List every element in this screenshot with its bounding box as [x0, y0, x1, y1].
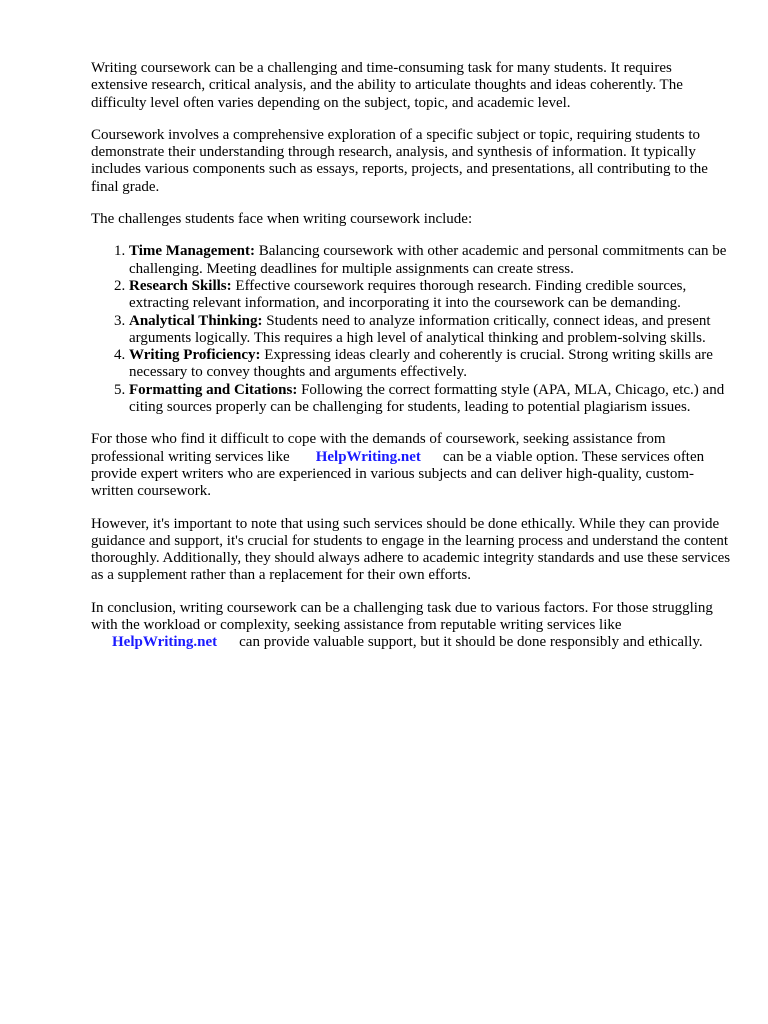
- list-item: [129, 243, 731, 278]
- conclusion-text-before: In conclusion, writing coursework can be a challenging task due to various factors. For those struggling with the workload or complexity, seeking assistance from reputable writing services like: [91, 599, 713, 634]
- challenges-list: [91, 243, 731, 416]
- list-item-term: Analytical Thinking:: [129, 312, 263, 329]
- list-item-text: Effective coursework requires thorough research. Finding credible sources, extracting relevant information, and incorporating it into the coursework can be demanding.: [129, 277, 687, 312]
- document-page: [91, 60, 731, 667]
- assistance-text-after: can be a viable option. These services often provide expert writers who are experienced in various subjects and can deliver high-quality, custom-written coursework.: [91, 448, 705, 500]
- list-item-text: Following the correct formatting style (APA, MLA, Chicago, etc.) and citing sources properly can be challenging for students, leading to potential plagiarism issues.: [129, 381, 725, 416]
- helpwriting-link[interactable]: HelpWriting.net: [315, 448, 421, 465]
- helpwriting-link[interactable]: HelpWriting.net: [112, 634, 218, 651]
- list-item-text: Students need to analyze information critically, connect ideas, and present arguments logically. This requires a high level of analytical thinking and problem-solving skills.: [129, 312, 711, 346]
- list-item-term: Research Skills:: [129, 277, 232, 294]
- list-item-term: Writing Proficiency:: [129, 347, 261, 364]
- conclusion-text-after: can provide valuable support, but it should be done responsibly and ethically.: [239, 634, 703, 651]
- list-item-term: Formatting and Citations:: [129, 381, 298, 398]
- list-item-text: Balancing coursework with other academic and personal commitments can be challenging. Meeting deadlines for multiple assignments can create stress.: [129, 243, 727, 277]
- ethics-paragraph: However, it's important to note that using such services should be done ethically. While they can provide guidance and support, it's crucial for students to engage in the learning process and understand the content thoroughly. Additionally, they should always adhere to academic integrity standards and use these services as a supplement rather than a replacement for their own efforts.: [91, 515, 731, 584]
- list-item: [129, 313, 731, 348]
- list-item-term: Time Management:: [129, 243, 255, 260]
- definition-paragraph: Coursework involves a comprehensive exploration of a specific subject or topic, requiring students to demonstrate their understanding through research, analysis, and synthesis of information. It typically includes various components such as essays, reports, projects, and presentations, all contributing to the final grade.: [91, 126, 708, 195]
- list-item-text: Expressing ideas clearly and coherently is crucial. Strong writing skills are necessary to convey thoughts and arguments effectively.: [129, 347, 713, 381]
- intro-paragraph: Writing coursework can be a challenging and time-consuming task for many students. It requires extensive research, critical analysis, and the ability to articulate thoughts and ideas coherently. The difficulty level often varies depending on the subject, topic, and academic level.: [91, 60, 683, 111]
- assistance-paragraph: [91, 431, 731, 500]
- list-item: [129, 382, 731, 417]
- list-item: [129, 347, 731, 382]
- assistance-text-before: For those who find it difficult to cope with the demands of coursework, seeking assistance from professional writing services like: [91, 431, 666, 465]
- conclusion-paragraph: [91, 600, 731, 652]
- list-item: [129, 278, 731, 313]
- challenges-intro: The challenges students face when writing coursework include:: [91, 211, 473, 228]
